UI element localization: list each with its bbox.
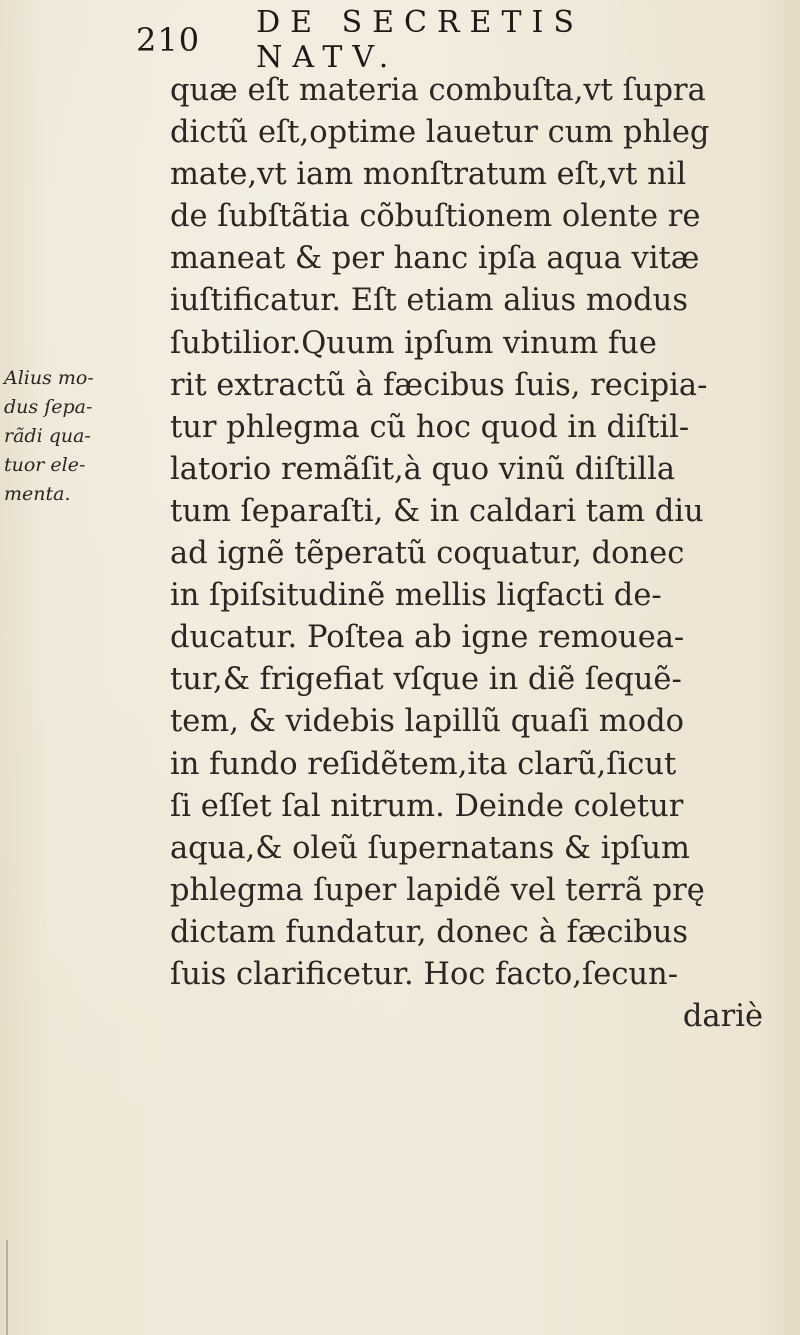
page-number: 210 [136, 21, 201, 59]
text-line: rit extractũ à fæcibus ſuis, recipia- [170, 367, 708, 403]
text-line: in fundo reſidẽtem,ita clarũ,ſicut [170, 746, 677, 782]
main-text-block [170, 70, 795, 1038]
text-line: ſubtilior.Quum ipſum vinum fue [170, 325, 657, 361]
text-line: dictũ eſt,optime lauetur cum phleg [170, 115, 710, 151]
text-line: tur phlegma cũ hoc quod in diſtil- [170, 409, 690, 445]
text-line: tum ſeparaſti, & in caldari tam diu [170, 493, 704, 529]
marginal-note-line: tuor ele- [4, 454, 86, 476]
marginal-note-line: menta. [4, 483, 71, 505]
text-line: ad ignẽ tẽperatũ coquatur, donec [170, 536, 685, 572]
text-line: dictam fundatur, donec à fæcibus [170, 914, 689, 950]
page-edge-line [6, 1240, 8, 1335]
text-line: aqua,& oleũ ſupernatans & ipſum [170, 830, 690, 866]
marginal-note-line: dus ſepa- [4, 396, 93, 418]
text-line: in ſpiſsitudinẽ mellis liqfacti de- [170, 578, 662, 614]
text-line: ducatur. Poſtea ab igne remouea- [170, 620, 685, 656]
text-line: iuſtificatur. Eſt etiam alius modus [170, 283, 688, 319]
running-title: DE SECRETIS NATV. [256, 5, 584, 75]
text-line: ſi eſſet ſal nitrum. Deinde coletur [170, 788, 684, 824]
text-line: maneat & per hanc ipſa aqua vitæ [170, 241, 700, 277]
marginal-note [4, 364, 154, 509]
text-line: mate,vt iam monſtratum eſt,vt nil [170, 157, 687, 193]
text-line: ſuis clarificetur. Hoc facto,ſecun- [170, 956, 679, 992]
text-line: quæ eſt materia combuſta,vt ſupra [170, 73, 706, 108]
text-line: latorio remãſit,à quo vinũ diſtilla [170, 451, 676, 487]
text-line: de ſubſtãtia cõbuſtionem olente re [170, 199, 701, 235]
running-header [136, 5, 736, 75]
catchword: dariè [682, 999, 763, 1035]
text-line: phlegma ſuper lapidẽ vel terrã prę [170, 872, 705, 908]
marginal-note-line: rãdi qua- [4, 425, 91, 447]
text-line: tem, & videbis lapillũ quaſi modo [170, 704, 684, 740]
text-line: tur,& frigefiat vſque in diẽ ſequẽ- [170, 662, 682, 698]
marginal-note-line: Alius mo- [4, 367, 94, 389]
